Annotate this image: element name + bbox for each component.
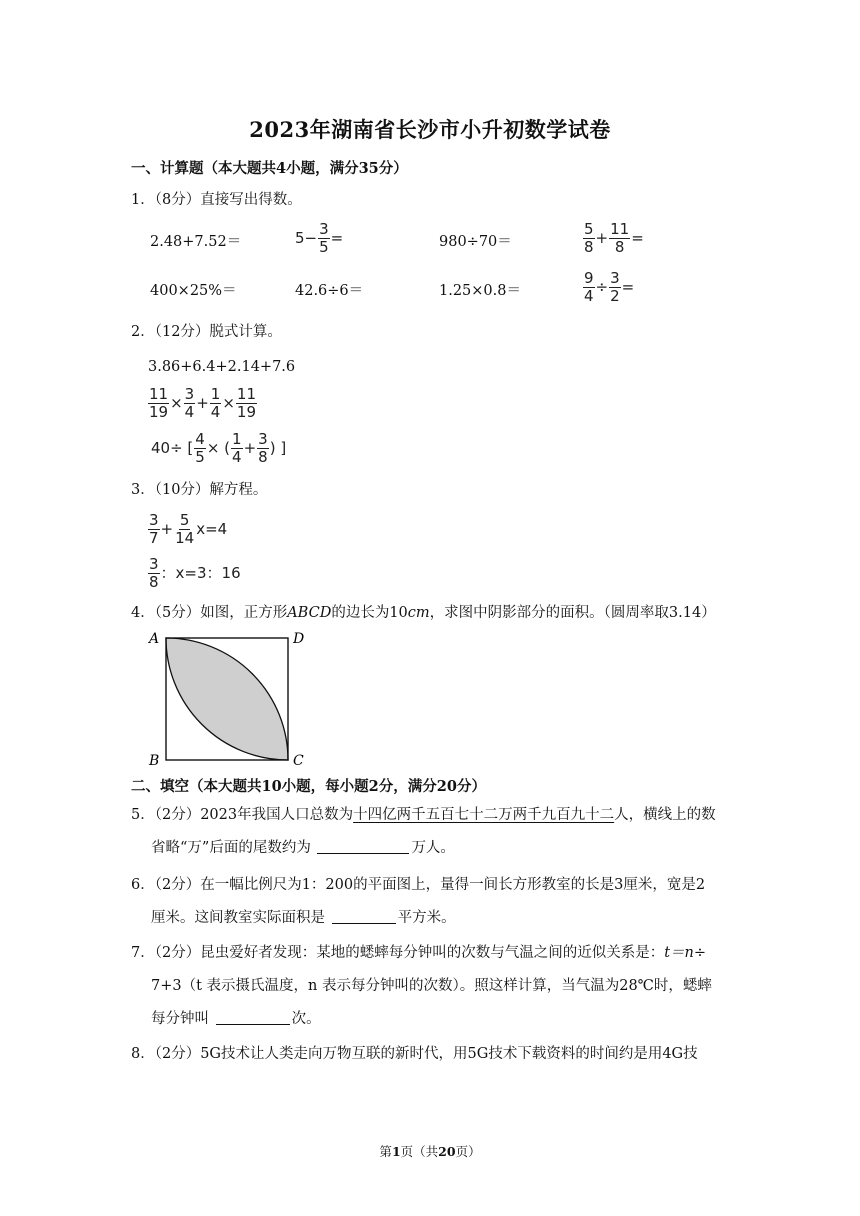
section-1-heading: 一、计算题（本大题共4小题，满分35分） [131,160,408,177]
square-figure [146,628,316,768]
question-4-stem: 4．（5分）如图，正方形ABCD的边长为10cm，求图中阴影部分的面积。（圆周率取3.14） [131,605,716,621]
q2-expr-3: 40÷ [ $\frac{4}{5}$ × ( $\frac{1}{4}$ + $\frac{3}{8}$ ) ] [151,430,287,466]
q3-equation-2: $\frac{3}{8}$ ：x=3：16 [149,555,241,591]
question-6: 6．（2分）在一幅比例尺为1：200的平面图上，量得一间长方形教室的长是3厘米，宽是2 厘米。这间教室实际面积是 平方米。 [131,877,706,926]
label-b: B [149,753,160,768]
shaded-leaf [166,638,288,760]
q1-item-f: 42.6÷6＝ [295,283,364,299]
q1-item-e: 400×25%＝ [150,283,237,299]
question-7: 7．（2分）昆虫爱好者发现：某地的蟋蟀每分钟叫的次数与气温之间的近似关系是：t＝n÷ 7+3（t 表示摄氏温度，n 表示每分钟叫的次数）。照这样计算，当气温为28℃时，蟋蟀 每分钟叫 次。 [131,945,712,1027]
q7-answer-blank[interactable] [216,1010,290,1025]
q6-answer-blank[interactable] [332,909,396,924]
q1-item-a: 2.48+7.52＝ [150,234,242,250]
q1-item-c: 980÷70＝ [439,234,512,250]
q5-answer-blank[interactable] [317,839,409,854]
label-c: C [293,753,304,768]
question-8: 8．（2分）5G技术让人类走向万物互联的新时代，用5G技术下载资料的时间约是用4G技 [131,1046,698,1062]
question-2-stem: 2．（12分）脱式计算。 [131,324,282,340]
q1-item-g: 1.25×0.8＝ [439,283,521,299]
question-1-stem: 1．（8分）直接写出得数。 [131,192,302,208]
q1-item-h: $\frac{9}{4}$ ÷ $\frac{3}{2}$ = [584,269,635,305]
q3-equation-1: $\frac{3}{7}$ + $\frac{5}{14}$ x=4 [149,511,228,547]
question-5: 5．（2分）2023年我国人口总数为十四亿两千五百七十二万两千九百九十二人，横线上的数 省略“万”后面的尾数约为 万人。 [131,807,716,856]
q2-expr-1: 3.86+6.4+2.14+7.6 [148,359,296,375]
section-2-heading: 二、填空（本大题共10小题，每小题2分，满分20分） [131,778,486,795]
q2-expr-2: $\frac{11}{19}$ × $\frac{3}{4}$ + $\frac{1}{4}$ × $\frac{11}{19}$ [149,385,257,421]
question-3-stem: 3．（10分）解方程。 [131,482,268,498]
label-a: A [149,631,160,647]
q1-item-b: 5− $\frac{3}{5}$ = [295,220,344,256]
page-footer: 第1页（共20页） [379,1144,481,1159]
q5-underlined-number: 十四亿两千五百七十二万两千九百九十二 [353,807,615,823]
label-d: D [293,631,305,647]
q1-item-d: $\frac{5}{8}$ + $\frac{11}{8}$ = [584,220,644,256]
paper-title: 2023年湖南省长沙市小升初数学试卷 [249,117,611,142]
